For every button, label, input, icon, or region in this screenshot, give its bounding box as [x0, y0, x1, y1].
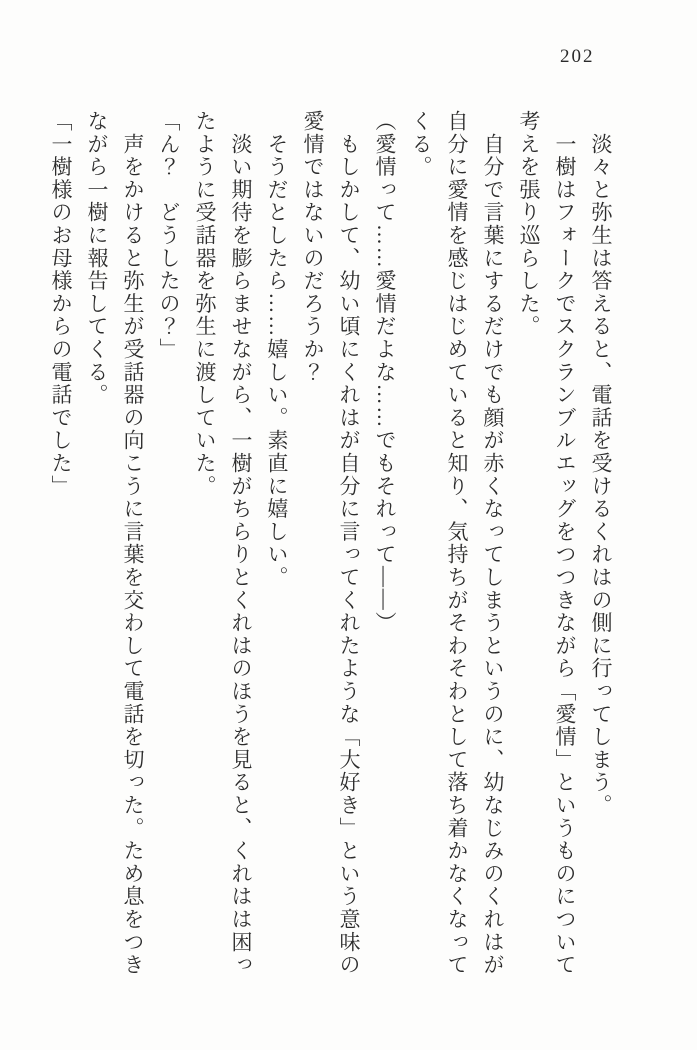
- text-line: 愛情ではないのだろうか？: [301, 110, 325, 384]
- text-line: 「一樹様のお母様からの電話でした」: [49, 110, 73, 498]
- text-line: （愛情って……愛情だよな……でもそれって――）: [373, 110, 397, 635]
- text-line: たように受話器を弥生に渡していた。: [193, 110, 217, 498]
- text-line: 淡々と弥生は答えると、電話を受けるくれはの側に行ってしまう。: [589, 110, 613, 817]
- text-line: 自分で言葉にするだけでも顔が赤くなってしまうというのに、幼なじみのくれはが: [481, 110, 505, 977]
- text-line: 考えを張り巡らした。: [517, 110, 541, 338]
- text-line: そうだとしたら……嬉しい。素直に嬉しい。: [265, 110, 289, 589]
- text-line: 淡い期待を膨らませながら、一樹がちらりとくれはのほうを見ると、くれはは困っ: [229, 110, 253, 977]
- text-line: ながら一樹に報告してくる。: [85, 110, 109, 407]
- text-line: 声をかけると弥生が受話器の向こうに言葉を交わして電話を切った。ため息をつき: [121, 110, 145, 977]
- page-number: 202: [560, 46, 595, 67]
- text-line: 一樹はフォークでスクランブルエッグをつつきながら「愛情」というものについて: [553, 110, 577, 977]
- text-line: 自分に愛情を感じはじめていると知り、気持ちがそわそわとして落ち着かなくなって: [445, 110, 469, 977]
- text-line: くる。: [409, 110, 433, 179]
- body-text: [43, 110, 619, 992]
- text-line: 「ん？ どうしたの？」: [157, 110, 181, 361]
- text-line: もしかして、幼い頃にくれはが自分に言ってくれたような「大好き」という意味の: [337, 110, 361, 977]
